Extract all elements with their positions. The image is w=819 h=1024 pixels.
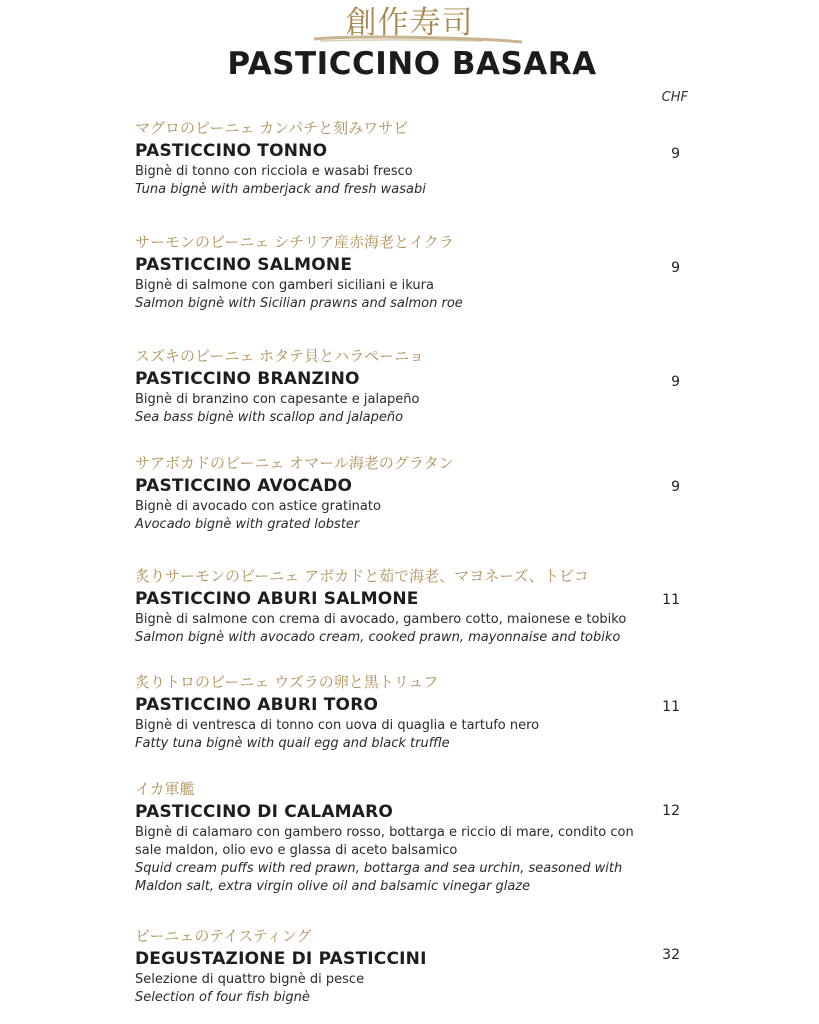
item-japanese-name: ビーニェのテイスティング <box>135 927 312 945</box>
item-price: 9 <box>671 479 680 495</box>
item-description-italian: Bignè di tonno con ricciola e wasabi fresco <box>135 164 413 179</box>
item-description-english: Fatty tuna bignè with quail egg and black truffle <box>135 736 450 751</box>
item-price: 12 <box>662 803 680 819</box>
page-title: PASTICCINO BASARA <box>227 46 597 82</box>
item-description-english: Sea bass bignè with scallop and jalapeño <box>135 410 404 425</box>
item-description-italian: Bignè di salmone con gamberi siciliani e ikura <box>135 278 434 293</box>
menu-item <box>135 778 695 896</box>
item-price: 9 <box>671 374 680 390</box>
item-japanese-name: スズキのビーニェ ホタテ貝とハラペーニョ <box>135 347 425 365</box>
item-price: 9 <box>671 260 680 276</box>
item-description-italian: Bignè di avocado con astice gratinato <box>135 499 381 514</box>
item-description-english: Squid cream puffs with red prawn, bottarga and sea urchin, seasoned with Maldon salt, extra virgin olive oil and balsamic vinegar glaze <box>135 861 623 894</box>
item-description-english: Selection of four fish bignè <box>135 990 310 1005</box>
item-description-italian: Bignè di ventresca di tonno con uova di quaglia e tartufo nero <box>135 718 540 733</box>
item-name: PASTICCINO ABURI TORO <box>135 695 379 715</box>
item-price: 11 <box>662 592 680 608</box>
item-price: 11 <box>662 699 680 715</box>
item-price: 9 <box>671 146 680 162</box>
item-name: PASTICCINO TONNO <box>135 141 328 161</box>
item-price: 32 <box>662 947 680 963</box>
item-name: PASTICCINO ABURI SALMONE <box>135 589 419 609</box>
item-japanese-name: サーモンのビーニェ シチリア産赤海老とイクラ <box>135 233 454 251</box>
item-japanese-name: 炙りトロのビーニェ ウズラの卵と黒トリュフ <box>135 673 439 691</box>
item-description-english: Salmon bignè with avocado cream, cooked prawn, mayonnaise and tobiko <box>135 630 621 645</box>
item-name: PASTICCINO AVOCADO <box>135 476 353 496</box>
item-description-english: Tuna bignè with amberjack and fresh wasabi <box>135 182 426 197</box>
item-japanese-name: マグロのビーニェ カンパチと刻みワサビ <box>135 119 409 137</box>
item-name: DEGUSTAZIONE DI PASTICCINI <box>135 949 427 969</box>
item-description-english: Salmon bignè with Sicilian prawns and salmon roe <box>135 296 463 311</box>
item-name: PASTICCINO DI CALAMARO <box>135 802 394 822</box>
item-japanese-name: 炙りサーモンのビーニェ アボカドと茹で海老、マヨネーズ、トビコ <box>135 567 589 585</box>
currency-label: CHF <box>661 90 688 105</box>
item-description-italian: Bignè di branzino con capesante e jalapeño <box>135 392 420 407</box>
item-description-english: Avocado bignè with grated lobster <box>135 517 360 532</box>
item-description-italian: Bignè di salmone con crema di avocado, gambero cotto, maionese e tobiko <box>135 612 627 627</box>
menu-header <box>0 0 819 90</box>
kanji-title: 創作寿司 <box>345 5 474 41</box>
item-japanese-name: イカ軍艦 <box>135 780 195 798</box>
item-japanese-name: サアボカドのビーニェ オマール海老のグラタン <box>135 454 454 472</box>
menu-item <box>135 925 695 1007</box>
item-name: PASTICCINO BRANZINO <box>135 369 360 389</box>
item-description-italian: Bignè di calamaro con gambero rosso, bottarga e riccio di mare, condito con sale maldon, olio evo e glassa di aceto balsamico <box>135 825 634 858</box>
item-description-italian: Selezione di quattro bignè di pesce <box>135 972 365 987</box>
item-name: PASTICCINO SALMONE <box>135 255 353 275</box>
